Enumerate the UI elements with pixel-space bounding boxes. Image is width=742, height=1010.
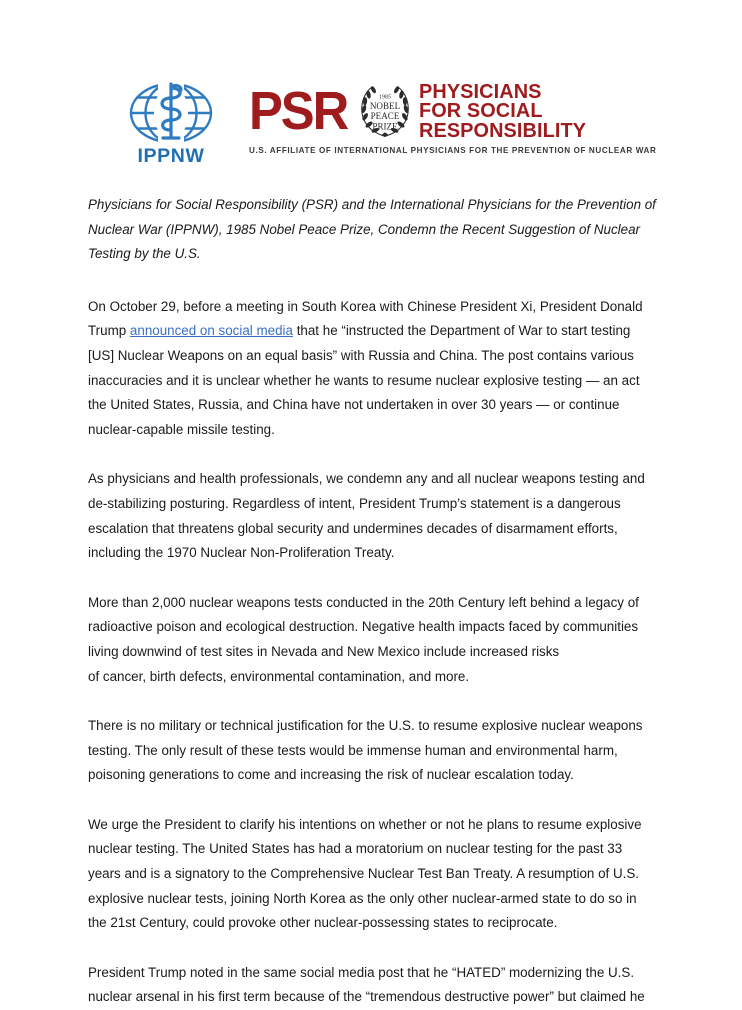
paragraph-3-line-2: of cancer, birth defects, environmental contamination, and more. bbox=[88, 668, 470, 684]
psr-name-stack bbox=[419, 79, 591, 142]
paragraph-1-text-after-link: that he “instructed the Department of War to start testing [US] Nuclear Weapons on an equal basis” with Russia and China. The post contains various inaccuracies and it is unclear whether he wants to resume nuclear explosive testing — an act the United States, Russia, and China have not undertaken in over 30 years — or continue nuclear-capable missile testing. bbox=[88, 323, 640, 437]
seal-line2: PEACE bbox=[371, 111, 400, 122]
psr-logo-main bbox=[249, 80, 625, 142]
paragraph-5: We urge the President to clarify his intentions on whether or not he plans to resume explosive nuclear testing. The United States has had a moratorium on nuclear testing for the past 33 years and is a signatory to the Comprehensive Nuclear Test Ban Treaty. A resumption of U.S. explosive nuclear tests, joining North Korea as the only other nuclear-armed state to do so in the 21st Century, could provoke other nuclear-possessing states to reciprocate. bbox=[88, 816, 642, 931]
paragraph-2: As physicians and health professionals, we condemn any and all nuclear weapons testing and de-stabilizing posturing. Regardless of intent, President Trump’s statement is a dangerous escalation that threatens global security and undermines decades of disarmament efforts, including the 1970 Nuclear Non-Proliferation Treaty. bbox=[88, 471, 645, 561]
ippnw-logo bbox=[117, 78, 225, 167]
psr-logo bbox=[249, 78, 657, 155]
psr-stack-line-1: PHYSICIANS bbox=[419, 79, 542, 103]
seal-line1: NOBEL bbox=[370, 101, 401, 112]
paragraph-4: There is no military or technical justification for the U.S. to resume explosive nuclear weapons testing. The only result of these tests would be immense human and environmental harm, poisoning generations to come and increasing the risk of nuclear escalation today. bbox=[88, 718, 643, 783]
paragraph-6: President Trump noted in the same social media post that he “HATED” modernizing the U.S. nuclear arsenal in his first term because of the “tremendous destructive power” but claimed he bbox=[88, 964, 645, 1005]
nobel-peace-prize-seal-icon bbox=[356, 82, 414, 140]
ippnw-globe-serpent-icon bbox=[125, 82, 217, 144]
psr-stack-line-3: RESPONSIBILITY bbox=[419, 118, 587, 142]
ippnw-wordmark: IPPNW bbox=[137, 145, 205, 167]
paragraph-3-line-1: More than 2,000 nuclear weapons tests conducted in the 20th Century left behind a legacy of radioactive poison and ecological destruction. Negative health impacts faced by communities living downwind of test sites in Nevada and New Mexico include increased risks bbox=[88, 594, 639, 659]
paragraph-1 bbox=[88, 295, 656, 443]
paragraph-3 bbox=[88, 591, 656, 689]
psr-wordmark: PSR bbox=[249, 81, 348, 141]
announced-on-social-media-link[interactable]: announced on social media bbox=[129, 323, 293, 339]
seal-year: 1985 bbox=[379, 94, 392, 101]
lede-paragraph: Physicians for Social Responsibility (PSR) and the International Physicians for the Prevention of Nuclear War (IPPNW), 1985 Nobel Peace Prize, Condemn the Recent Suggestion of Nuclear Testing by the U.S. bbox=[88, 197, 656, 262]
paragraph-1-text-before-link: On October 29, before a meeting in South Korea with Chinese President Xi, President Donald Trump bbox=[88, 298, 643, 339]
psr-stack-line-2: FOR SOCIAL bbox=[419, 99, 544, 123]
logo-header bbox=[0, 78, 742, 172]
seal-line3: PRIZE bbox=[372, 121, 399, 132]
document-body bbox=[88, 193, 656, 1010]
psr-tagline: U.S. AFFILIATE OF INTERNATIONAL PHYSICIANS FOR THE PREVENTION OF NUCLEAR WAR bbox=[249, 146, 657, 155]
